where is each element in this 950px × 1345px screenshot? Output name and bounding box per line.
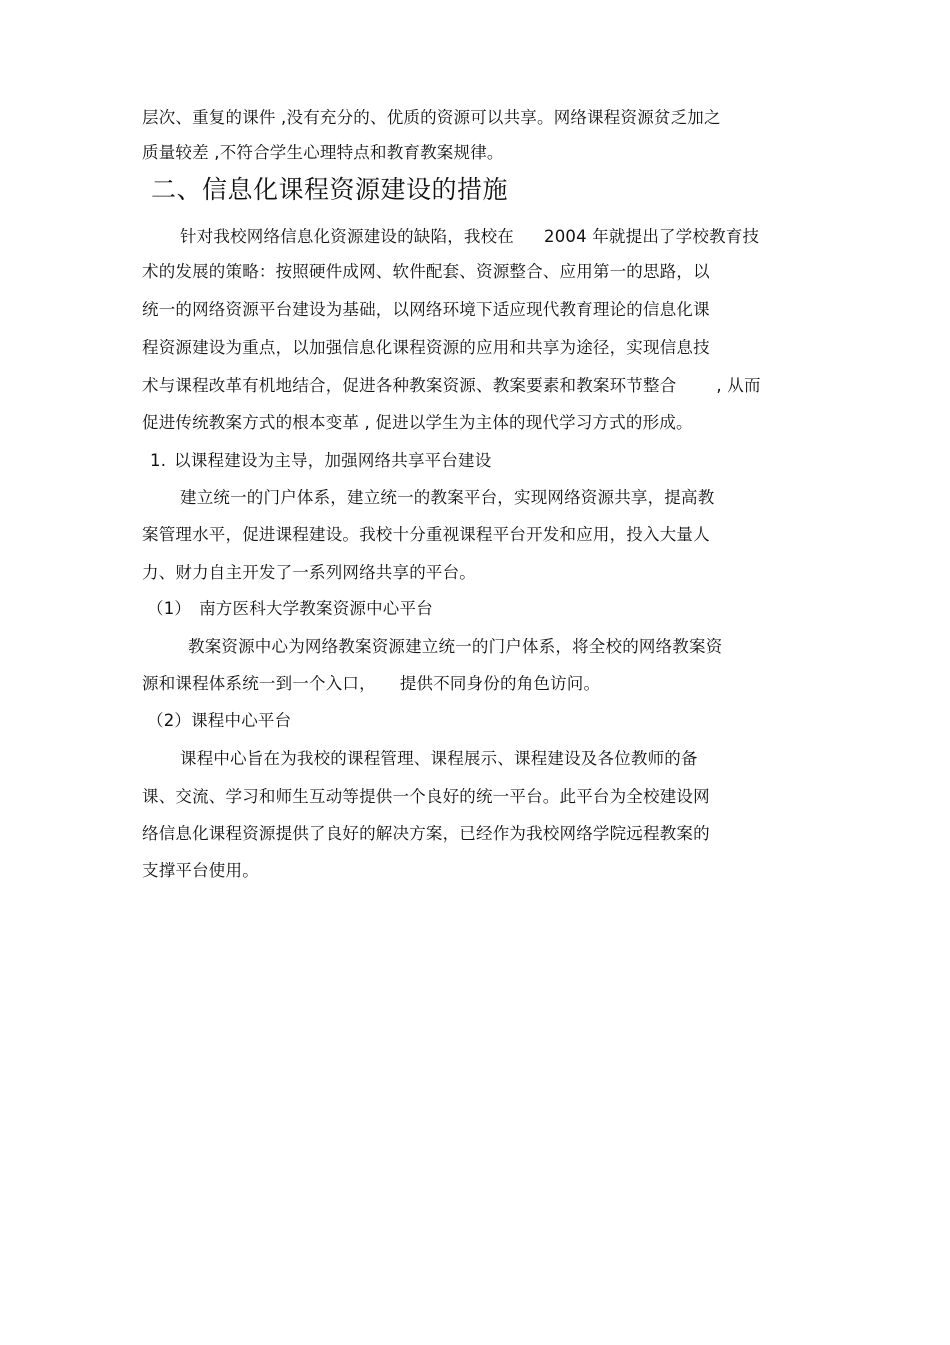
section-heading: 二、信息化课程资源建设的措施 xyxy=(151,175,509,204)
para4-line-1: 课程中心旨在为我校的课程管理、课程展示、课程建设及各位教师的备 xyxy=(180,749,698,768)
item1-number: 1. xyxy=(150,451,167,470)
para1-line-1-text: 针对我校网络信息化资源建设的缺陷，我校在 xyxy=(180,227,514,246)
intro-line-1: 层次、重复的课件 ,没有充分的、优质的资源可以共享。网络课程资源贫乏加之 xyxy=(142,108,721,127)
para1-line-2: 术的发展的策略：按照硬件成网、软件配套、资源整合、应用第一的思路，以 xyxy=(142,262,710,281)
sub1-title: 南方医科大学教案资源中心平台 xyxy=(199,599,433,618)
para1-line-3: 统一的网络资源平台建设为基础，以网络环境下适应现代教育理论的信息化课 xyxy=(142,300,710,319)
para3-line-2 xyxy=(142,674,600,694)
para1-line-5-text: 术与课程改革有机地结合，促进各种教案资源、教案要素和教案环节整合 xyxy=(142,376,677,395)
para1-line-1-year: 2004 年就提出了学校教育技 xyxy=(544,227,760,246)
para3-line-1: 教案资源中心为网络教案资源建立统一的门户体系，将全校的网络教案资 xyxy=(188,637,723,656)
para1-line-1 xyxy=(180,227,759,247)
sub2-heading xyxy=(147,711,291,731)
para1-line-6: 促进传统教案方式的根本变革 , 促进以学生为主体的现代学习方式的形成。 xyxy=(142,413,693,432)
para4-line-3: 络信息化课程资源提供了良好的解决方案，已经作为我校网络学院远程教案的 xyxy=(142,824,710,843)
sub1-heading xyxy=(147,599,433,619)
para1-line-5 xyxy=(142,376,761,396)
sub1-number: （1） xyxy=(147,599,192,618)
para4-line-4: 支撑平台使用。 xyxy=(142,861,259,880)
para1-line-5-tail: , 从而 xyxy=(716,376,761,395)
item1-title: 以课程建设为主导，加强网络共享平台建设 xyxy=(174,451,492,470)
para3-line-2-text: 源和课程体系统一到一个入口， xyxy=(142,674,376,693)
sub2-number: （2） xyxy=(147,711,192,730)
item1-heading xyxy=(150,451,491,471)
para2-line-1: 建立统一的门户体系，建立统一的教案平台，实现网络资源共享，提高教 xyxy=(180,488,715,507)
para1-line-4: 程资源建设为重点，以加强信息化课程资源的应用和共享为途径，实现信息技 xyxy=(142,338,710,357)
sub2-title: 课程中心平台 xyxy=(191,711,292,730)
para3-line-2-tail: 提供不同身份的角色访问。 xyxy=(399,674,601,693)
para2-line-3: 力、财力自主开发了一系列网络共享的平台。 xyxy=(142,563,476,582)
para4-line-2: 课、交流、学习和师生互动等提供一个良好的统一平台。此平台为全校建设网 xyxy=(142,787,710,806)
intro-line-2: 质量较差 ,不符合学生心理特点和教育教案规律。 xyxy=(142,143,504,162)
para2-line-2: 案管理水平，促进课程建设。我校十分重视课程平台开发和应用，投入大量人 xyxy=(142,525,710,544)
